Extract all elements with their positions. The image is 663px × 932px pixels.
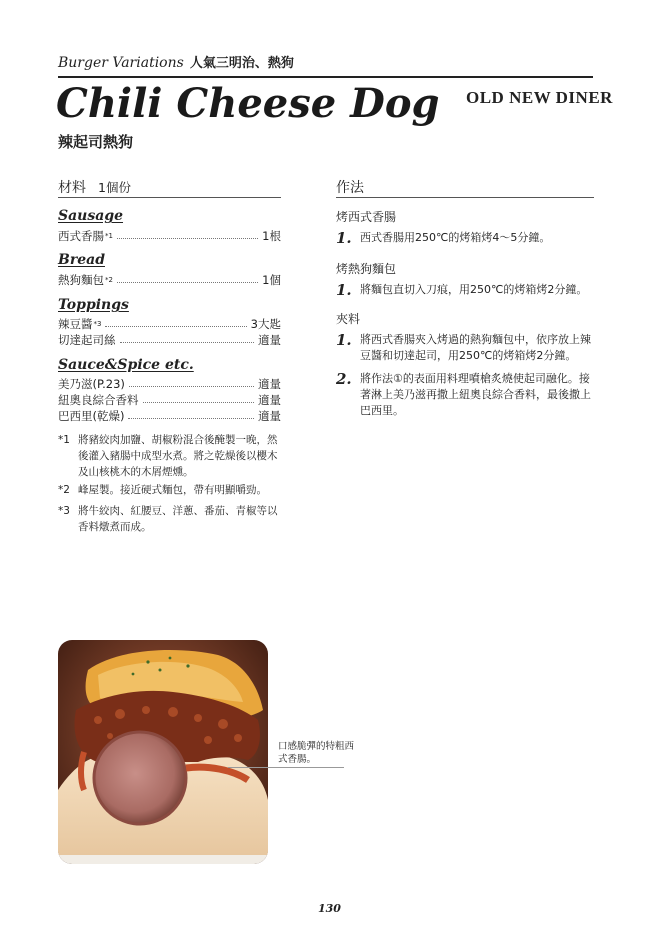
leader-dots — [143, 402, 255, 403]
footnote-mark: *2 — [58, 484, 70, 496]
method-step — [336, 282, 594, 298]
method-heading: 作法 — [336, 180, 364, 196]
group-bread: Bread — [58, 252, 105, 268]
ingredient-mark: *1 — [105, 232, 113, 240]
group-sauce-spice: Sauce&Spice etc. — [58, 357, 194, 373]
method-step — [336, 371, 594, 419]
step-number: 2. — [336, 370, 352, 388]
footnote-mark: *3 — [58, 505, 70, 517]
ingredient-amount: 3大匙 — [250, 317, 281, 331]
ingredient-amount: 1個 — [262, 273, 281, 287]
ingredient-amount: 適量 — [258, 393, 281, 407]
ingredient-row — [58, 272, 281, 288]
footnote — [58, 482, 283, 498]
header-subtitle — [58, 52, 294, 71]
step-number: 1. — [336, 229, 352, 247]
footnote — [58, 432, 283, 480]
ingredient-mark: *2 — [105, 276, 113, 284]
footnote-text: 將牛絞肉、紅腰豆、洋蔥、番茄、青椒等以香料燉煮而成。 — [78, 505, 278, 533]
step-number: 1. — [336, 331, 352, 349]
group-sausage: Sausage — [58, 208, 124, 224]
title-zh: 辣起司熱狗 — [58, 133, 134, 151]
ingredient-row — [58, 392, 281, 408]
ingredients-rule — [58, 197, 281, 198]
method-section-title: 烤熱狗麵包 — [336, 262, 397, 276]
leader-dots — [117, 238, 258, 239]
ingredient-row — [58, 228, 281, 244]
ingredients-heading — [58, 177, 131, 197]
footnote-text: 將豬絞肉加鹽、胡椒粉混合後醃製一晚，然後灌入豬腸中成型水煮。將之乾燥後以櫻木及山核桃木的木屑煙燻。 — [78, 434, 278, 478]
ingredient-name: 熱狗麵包 — [58, 273, 104, 287]
leader-dots — [128, 418, 254, 419]
subtitle-en: Burger Variations — [58, 55, 184, 71]
leader-dots — [120, 342, 255, 343]
page-number: 130 — [318, 902, 341, 915]
footnote — [58, 503, 283, 535]
ingredient-amount: 適量 — [258, 409, 281, 423]
leader-dots — [129, 386, 254, 387]
method-rule — [336, 197, 594, 198]
ingredient-amount: 1根 — [262, 229, 281, 243]
photo-caption: 口感脆彈的特粗西式香腸。 — [278, 741, 355, 765]
ingredient-name: 巴西里(乾燥) — [58, 409, 125, 423]
caption-leader-line — [228, 767, 344, 768]
ingredient-row — [58, 316, 281, 332]
subtitle-zh: 人氣三明治、熱狗 — [189, 56, 294, 71]
step-number: 1. — [336, 281, 352, 299]
step-text: 將作法①的表面用料理噴槍炙燒使起司融化。接著淋上美乃滋再撒上紐奧良綜合香料，最後撒上巴西里。 — [360, 372, 591, 417]
method-section-title: 烤西式香腸 — [336, 210, 397, 224]
page-title: Chili Cheese Dog — [56, 80, 440, 127]
group-toppings: Toppings — [58, 297, 129, 313]
chili-dog-photo — [58, 640, 268, 864]
ingredient-name: 辣豆醬 — [58, 317, 93, 331]
ingredient-row — [58, 332, 281, 348]
servings: 1個份 — [98, 180, 131, 195]
ingredient-amount: 適量 — [258, 377, 281, 391]
ingredient-name: 切達起司絲 — [58, 333, 116, 347]
footnote-text: 峰屋製。接近硬式麵包，帶有明顯嚼勁。 — [78, 484, 267, 496]
chili-dog-illustration — [58, 640, 268, 864]
leader-dots — [117, 282, 258, 283]
header-rule — [58, 76, 593, 78]
ingredient-row — [58, 408, 281, 424]
method-section-title: 夾料 — [336, 312, 361, 326]
method-step — [336, 230, 594, 246]
footnote-mark: *1 — [58, 434, 70, 446]
leader-dots — [105, 326, 246, 327]
ingredient-mark: *3 — [93, 320, 102, 328]
ingredient-row — [58, 376, 281, 392]
step-text: 西式香腸用250℃的烤箱烤4～5分鐘。 — [360, 231, 551, 244]
step-text: 將西式香腸夾入烤過的熱狗麵包中，依序放上辣豆醬和切達起司，用250℃的烤箱烤2分鐘。 — [360, 333, 591, 362]
brand-name: OLD NEW DINER — [466, 88, 613, 107]
ingredient-name: 西式香腸 — [58, 229, 104, 243]
method-step — [336, 332, 594, 364]
ingredient-amount: 適量 — [258, 333, 281, 347]
ingredient-name: 美乃滋(P.23) — [58, 377, 125, 391]
ingredient-name: 紐奧良綜合香料 — [58, 393, 139, 407]
ingredients-label: 材料 — [58, 180, 86, 196]
step-text: 將麵包直切入刀痕，用250℃的烤箱烤2分鐘。 — [360, 283, 588, 296]
